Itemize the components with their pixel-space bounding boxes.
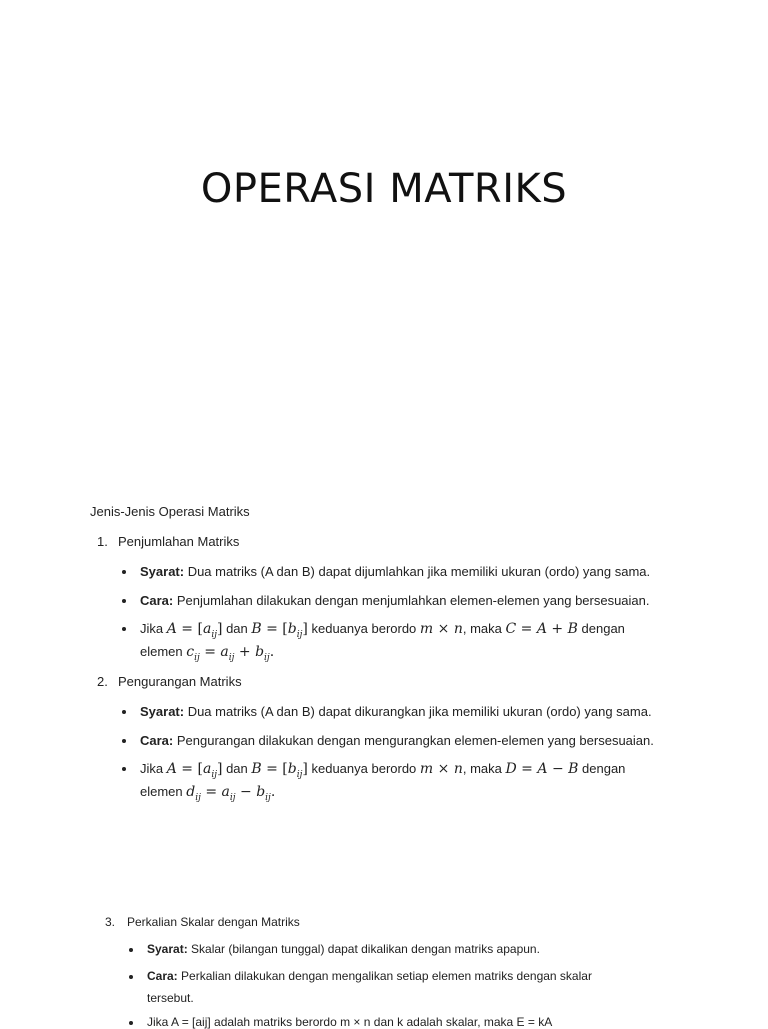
bullet-dot	[122, 710, 126, 714]
text-dengan: dengan	[578, 761, 626, 776]
bullet-dot	[129, 948, 133, 952]
bullet-cara	[140, 593, 650, 608]
bullet-cara	[140, 733, 654, 748]
section-heading: Jenis-Jenis Operasi Matriks	[90, 504, 250, 519]
cara-text: Perkalian dilakukan dengan mengalikan setiap elemen matriks dengan skalar	[177, 969, 592, 983]
text-jika: Jika	[140, 621, 167, 636]
list-number: 2.	[97, 674, 108, 689]
syarat-text: Dua matriks (A dan B) dapat dikurangkan jika memiliki ukuran (ordo) yang sama.	[184, 704, 652, 719]
cara-text: Pengurangan dilakukan dengan mengurangkan elemen-elemen yang bersesuaian.	[173, 733, 654, 748]
partial-formula-text: Jika A = [aij] adalah matriks berordo m × n dan k adalah skalar, maka E = kA	[147, 1015, 553, 1029]
text-dan: dan	[222, 761, 252, 776]
cara-text-continued: tersebut.	[147, 991, 194, 1005]
bullet-syarat	[147, 942, 540, 956]
cara-label: Cara:	[147, 969, 178, 983]
syarat-label: Syarat:	[147, 942, 188, 956]
text-dan: dan	[222, 621, 252, 636]
formula-result: C	[505, 621, 517, 637]
bullet-dot	[122, 739, 126, 743]
item-heading-penjumlahan: Penjumlahan Matriks	[118, 534, 240, 549]
text-elemen: elemen	[140, 784, 187, 799]
bullet-dot	[122, 627, 126, 631]
cara-label: Cara:	[140, 733, 174, 748]
cara-label: Cara:	[140, 593, 174, 608]
list-number: 3.	[105, 915, 116, 929]
syarat-label: Syarat:	[140, 704, 185, 719]
formula-b: B	[251, 621, 262, 637]
bullet-dot	[129, 975, 133, 979]
formula-a: A	[166, 621, 177, 637]
syarat-label: Syarat:	[140, 564, 185, 579]
item-heading-pengurangan: Pengurangan Matriks	[118, 674, 242, 689]
bullet-dot	[122, 570, 126, 574]
formula-elemen: elemen $d_{ij} = a_{ij} - b_{ij}$.	[140, 784, 276, 803]
formula-operator: −	[551, 761, 564, 777]
item-heading-perkalian-skalar: Perkalian Skalar dengan Matriks	[127, 915, 300, 929]
bullet-rumus-partial	[147, 1015, 552, 1029]
syarat-text: Dua matriks (A dan B) dapat dijumlahkan jika memiliki ukuran (ordo) yang sama.	[184, 564, 651, 579]
text-jika: Jika	[140, 761, 167, 776]
syarat-text: Skalar (bilangan tunggal) dapat dikalikan dengan matriks apapun.	[187, 942, 540, 956]
bullet-dot	[129, 1021, 133, 1025]
bullet-syarat	[140, 564, 650, 579]
text-keduanya: keduanya berordo	[307, 621, 420, 636]
bullet-dot	[122, 599, 126, 603]
formula-ordo: m	[419, 621, 434, 637]
page-title: OPERASI MATRIKS	[200, 166, 568, 212]
text-keduanya: keduanya berordo	[307, 761, 420, 776]
formula-elemen: elemen $c_{ij} = a_{ij} + b_{ij}$.	[140, 644, 275, 663]
bullet-cara	[147, 969, 592, 983]
bullet-rumus: Jika $A = [a_{ij}]$ dan $B = [b_{ij}]$ keduanya berordo m × n, maka C = A + B dengan	[140, 621, 625, 640]
list-number: 1.	[97, 534, 108, 549]
text-maka: , maka	[462, 621, 506, 636]
text-dengan: dengan	[577, 621, 625, 636]
bullet-dot	[122, 767, 126, 771]
bullet-syarat	[140, 704, 652, 719]
text-maka: , maka	[462, 761, 506, 776]
formula-result: D	[505, 761, 517, 777]
bullet-rumus: Jika $A = [a_{ij}]$ dan $B = [b_{ij}]$ keduanya berordo m × n, maka D = A − B dengan	[140, 761, 625, 780]
text-elemen: elemen	[140, 644, 187, 659]
cara-text: Penjumlahan dilakukan dengan menjumlahkan elemen-elemen yang bersesuaian.	[173, 593, 650, 608]
formula-operator: +	[551, 621, 564, 637]
